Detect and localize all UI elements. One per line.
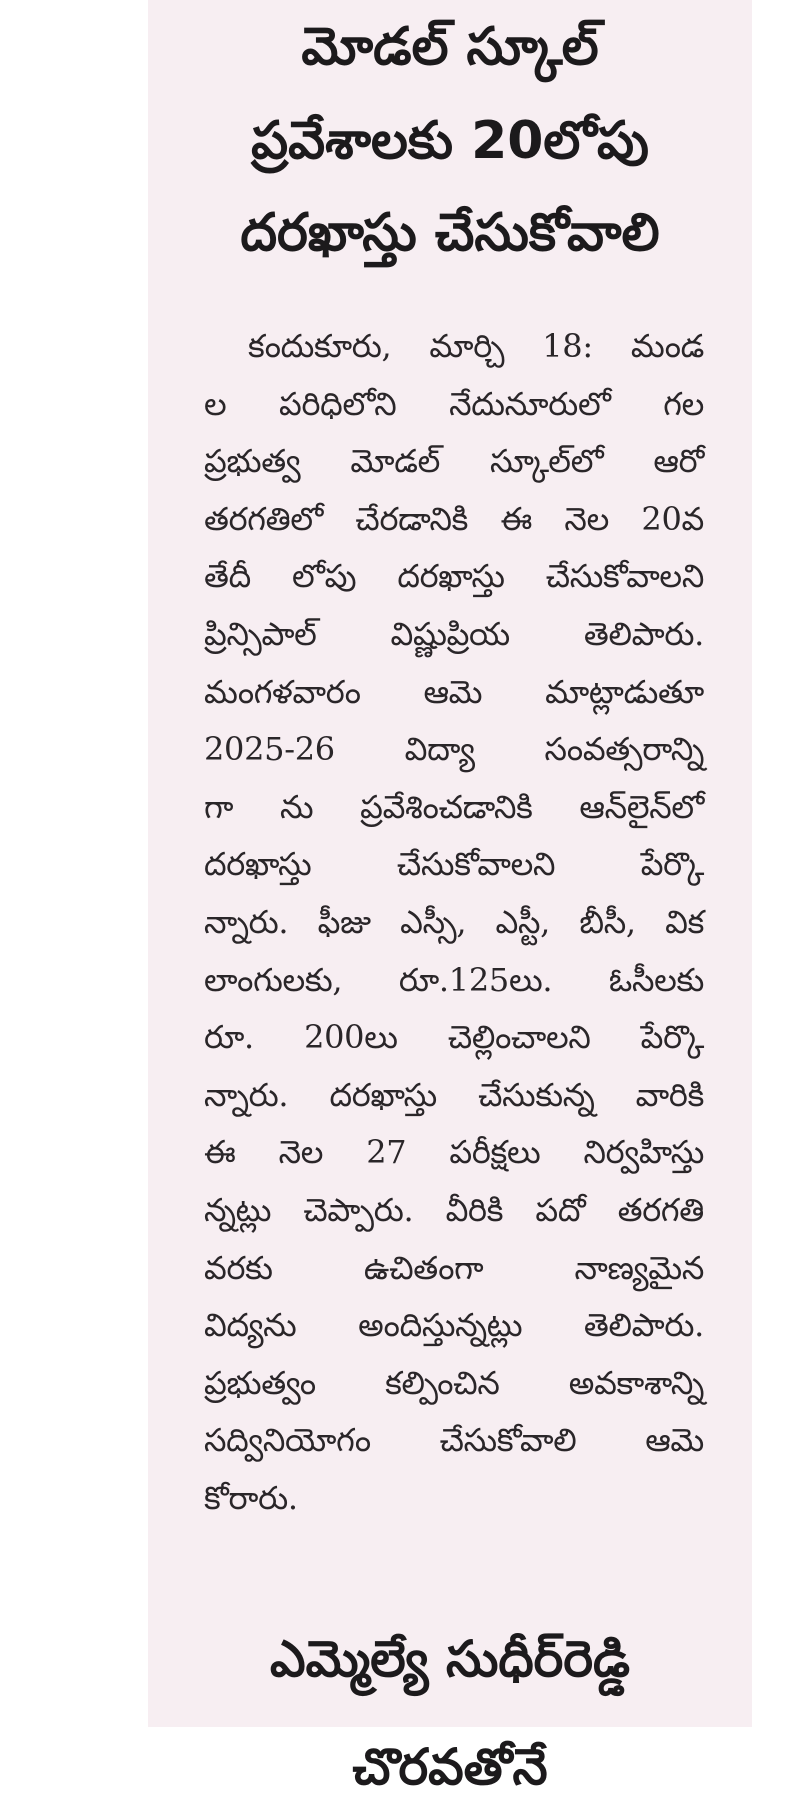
- body-line: ప్రిన్సిపాల్ విష్ణుప్రియ తెలిపారు.: [204, 614, 704, 653]
- body-line: ల పరిధిలోని నేదునూరులో గల: [204, 384, 704, 423]
- body-line: 2025-26 విద్యా సంవత్సరాన్ని: [204, 730, 704, 769]
- body-line: వరకు ఉచితంగా నాణ్యమైన: [204, 1248, 704, 1287]
- headline-line-2: ప్రవేశాలకు 20లోపు: [251, 111, 649, 171]
- newspaper-clipping: [148, 0, 752, 1796]
- body-line: న్నారు. ఫీజు ఎస్సీ, ఎస్టీ, బీసీ, విక: [204, 902, 704, 941]
- next-article-headline-line-1: ఎమ్మెల్యే సుధీర్‌రెడ్డి: [270, 1629, 630, 1688]
- body-line: రూ. 200లు చెల్లించాలని పేర్కొ: [204, 1018, 704, 1057]
- body-line: విద్యను అందిస్తున్నట్లు తెలిపారు.: [204, 1306, 704, 1345]
- body-line: ప్రభుత్వ మోడల్ స్కూల్‌లో ఆరో: [204, 442, 704, 481]
- body-line: గా ను ప్రవేశించడానికి ఆన్‌లైన్‌లో: [204, 787, 704, 826]
- body-line: లాంగులకు, రూ.125లు. ఓసీలకు: [204, 960, 704, 999]
- next-article-headline-line-2: చొరవతోనే: [352, 1737, 548, 1796]
- body-line: మంగళవారం ఆమె మాట్లాడుతూ: [204, 672, 704, 711]
- headline-line-3: దరఖాస్తు చేసుకోవాలి: [240, 203, 660, 263]
- body-line: ఈ నెల 27 పరీక్షలు నిర్వహిస్తు: [204, 1133, 704, 1172]
- body-line: ప్రభుత్వం కల్పించిన అవకాశాన్ని: [204, 1363, 704, 1402]
- article-body: [204, 318, 704, 1527]
- body-line: న్నట్లు చెప్పారు. వీరికి పదో తరగతి: [204, 1190, 704, 1229]
- body-line: దరఖాస్తు చేసుకోవాలని పేర్కొ: [204, 845, 704, 884]
- body-line: కందుకూరు, మార్చి 18: మండ: [248, 327, 704, 365]
- body-line: సద్వినియోగం చేసుకోవాలి ఆమె: [204, 1421, 704, 1460]
- headline-line-1: మోడల్ స్కూల్: [301, 17, 599, 77]
- body-line: తేదీ లోపు దరఖాస్తు చేసుకోవాలని: [204, 557, 704, 596]
- body-line: తరగతిలో చేరడానికి ఈ నెల 20వ: [204, 499, 704, 538]
- body-line: కోరారు.: [204, 1478, 298, 1517]
- body-line: న్నారు. దరఖాస్తు చేసుకున్న వారికి: [204, 1075, 704, 1114]
